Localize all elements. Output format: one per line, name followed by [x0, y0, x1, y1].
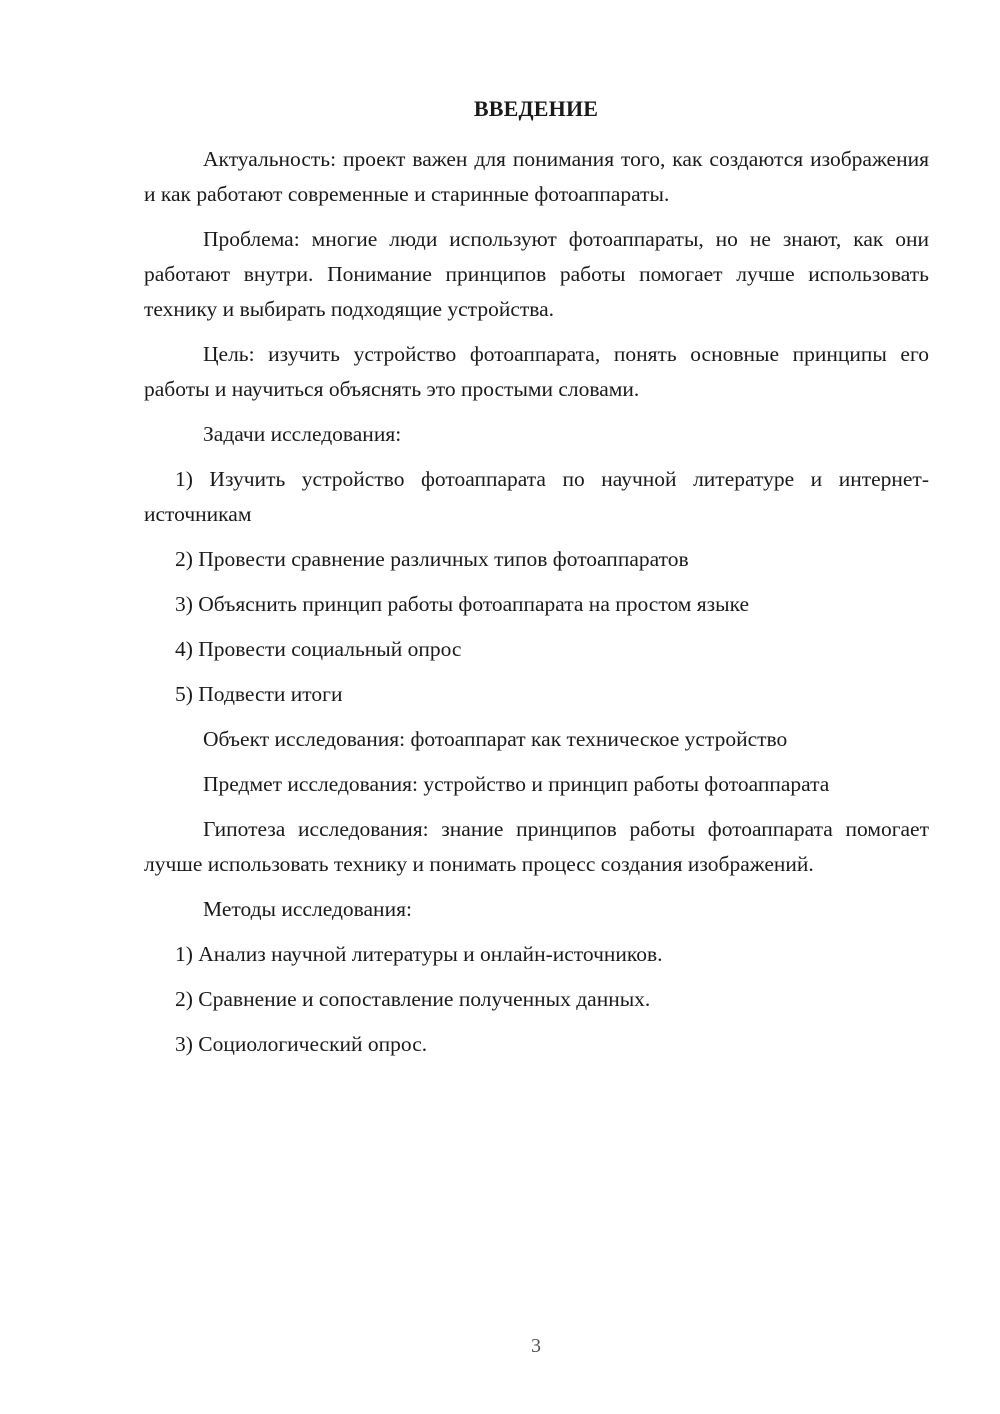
- object-paragraph: Объект исследования: фотоаппарат как техническое устройство: [203, 727, 788, 751]
- method-item: 2) Сравнение и сопоставление полученных данных.: [175, 987, 651, 1011]
- task-item: 4) Провести социальный опрос: [175, 637, 462, 661]
- method-item: 1) Анализ научной литературы и онлайн-источников.: [175, 942, 663, 966]
- body-text: [144, 142, 929, 1062]
- task-item: 1) Изучить устройство фотоаппарата по научной литературе и интернет-источникам: [144, 467, 929, 526]
- hypothesis-paragraph: Гипотеза исследования: знание принципов работы фотоаппарата помогает лучше использовать технику и понимать процесс создания изображений.: [144, 817, 929, 876]
- task-item: 3) Объяснить принцип работы фотоаппарата на простом языке: [175, 592, 750, 616]
- methods-heading: Методы исследования:: [203, 897, 412, 921]
- page-title: ВВЕДЕНИЕ: [473, 96, 599, 121]
- goal-paragraph: Цель: изучить устройство фотоаппарата, понять основные принципы его работы и научиться объяснять это простыми словами.: [144, 342, 929, 401]
- problem-paragraph: Проблема: многие люди используют фотоаппараты, но не знают, как они работают внутри. Понимание принципов работы помогает лучше использовать технику и выбирать подходящие устройства.: [144, 227, 929, 321]
- relevance-paragraph: Актуальность: проект важен для понимания того, как создаются изображения и как работают современные и старинные фотоаппараты.: [144, 147, 929, 206]
- method-item: 3) Социологический опрос.: [175, 1032, 428, 1056]
- subject-paragraph: Предмет исследования: устройство и принцип работы фотоаппарата: [203, 772, 830, 796]
- task-item: 2) Провести сравнение различных типов фотоаппаратов: [175, 547, 689, 571]
- task-item: 5) Подвести итоги: [175, 682, 343, 706]
- page-number: 3: [531, 1335, 541, 1357]
- tasks-heading: Задачи исследования:: [203, 422, 402, 446]
